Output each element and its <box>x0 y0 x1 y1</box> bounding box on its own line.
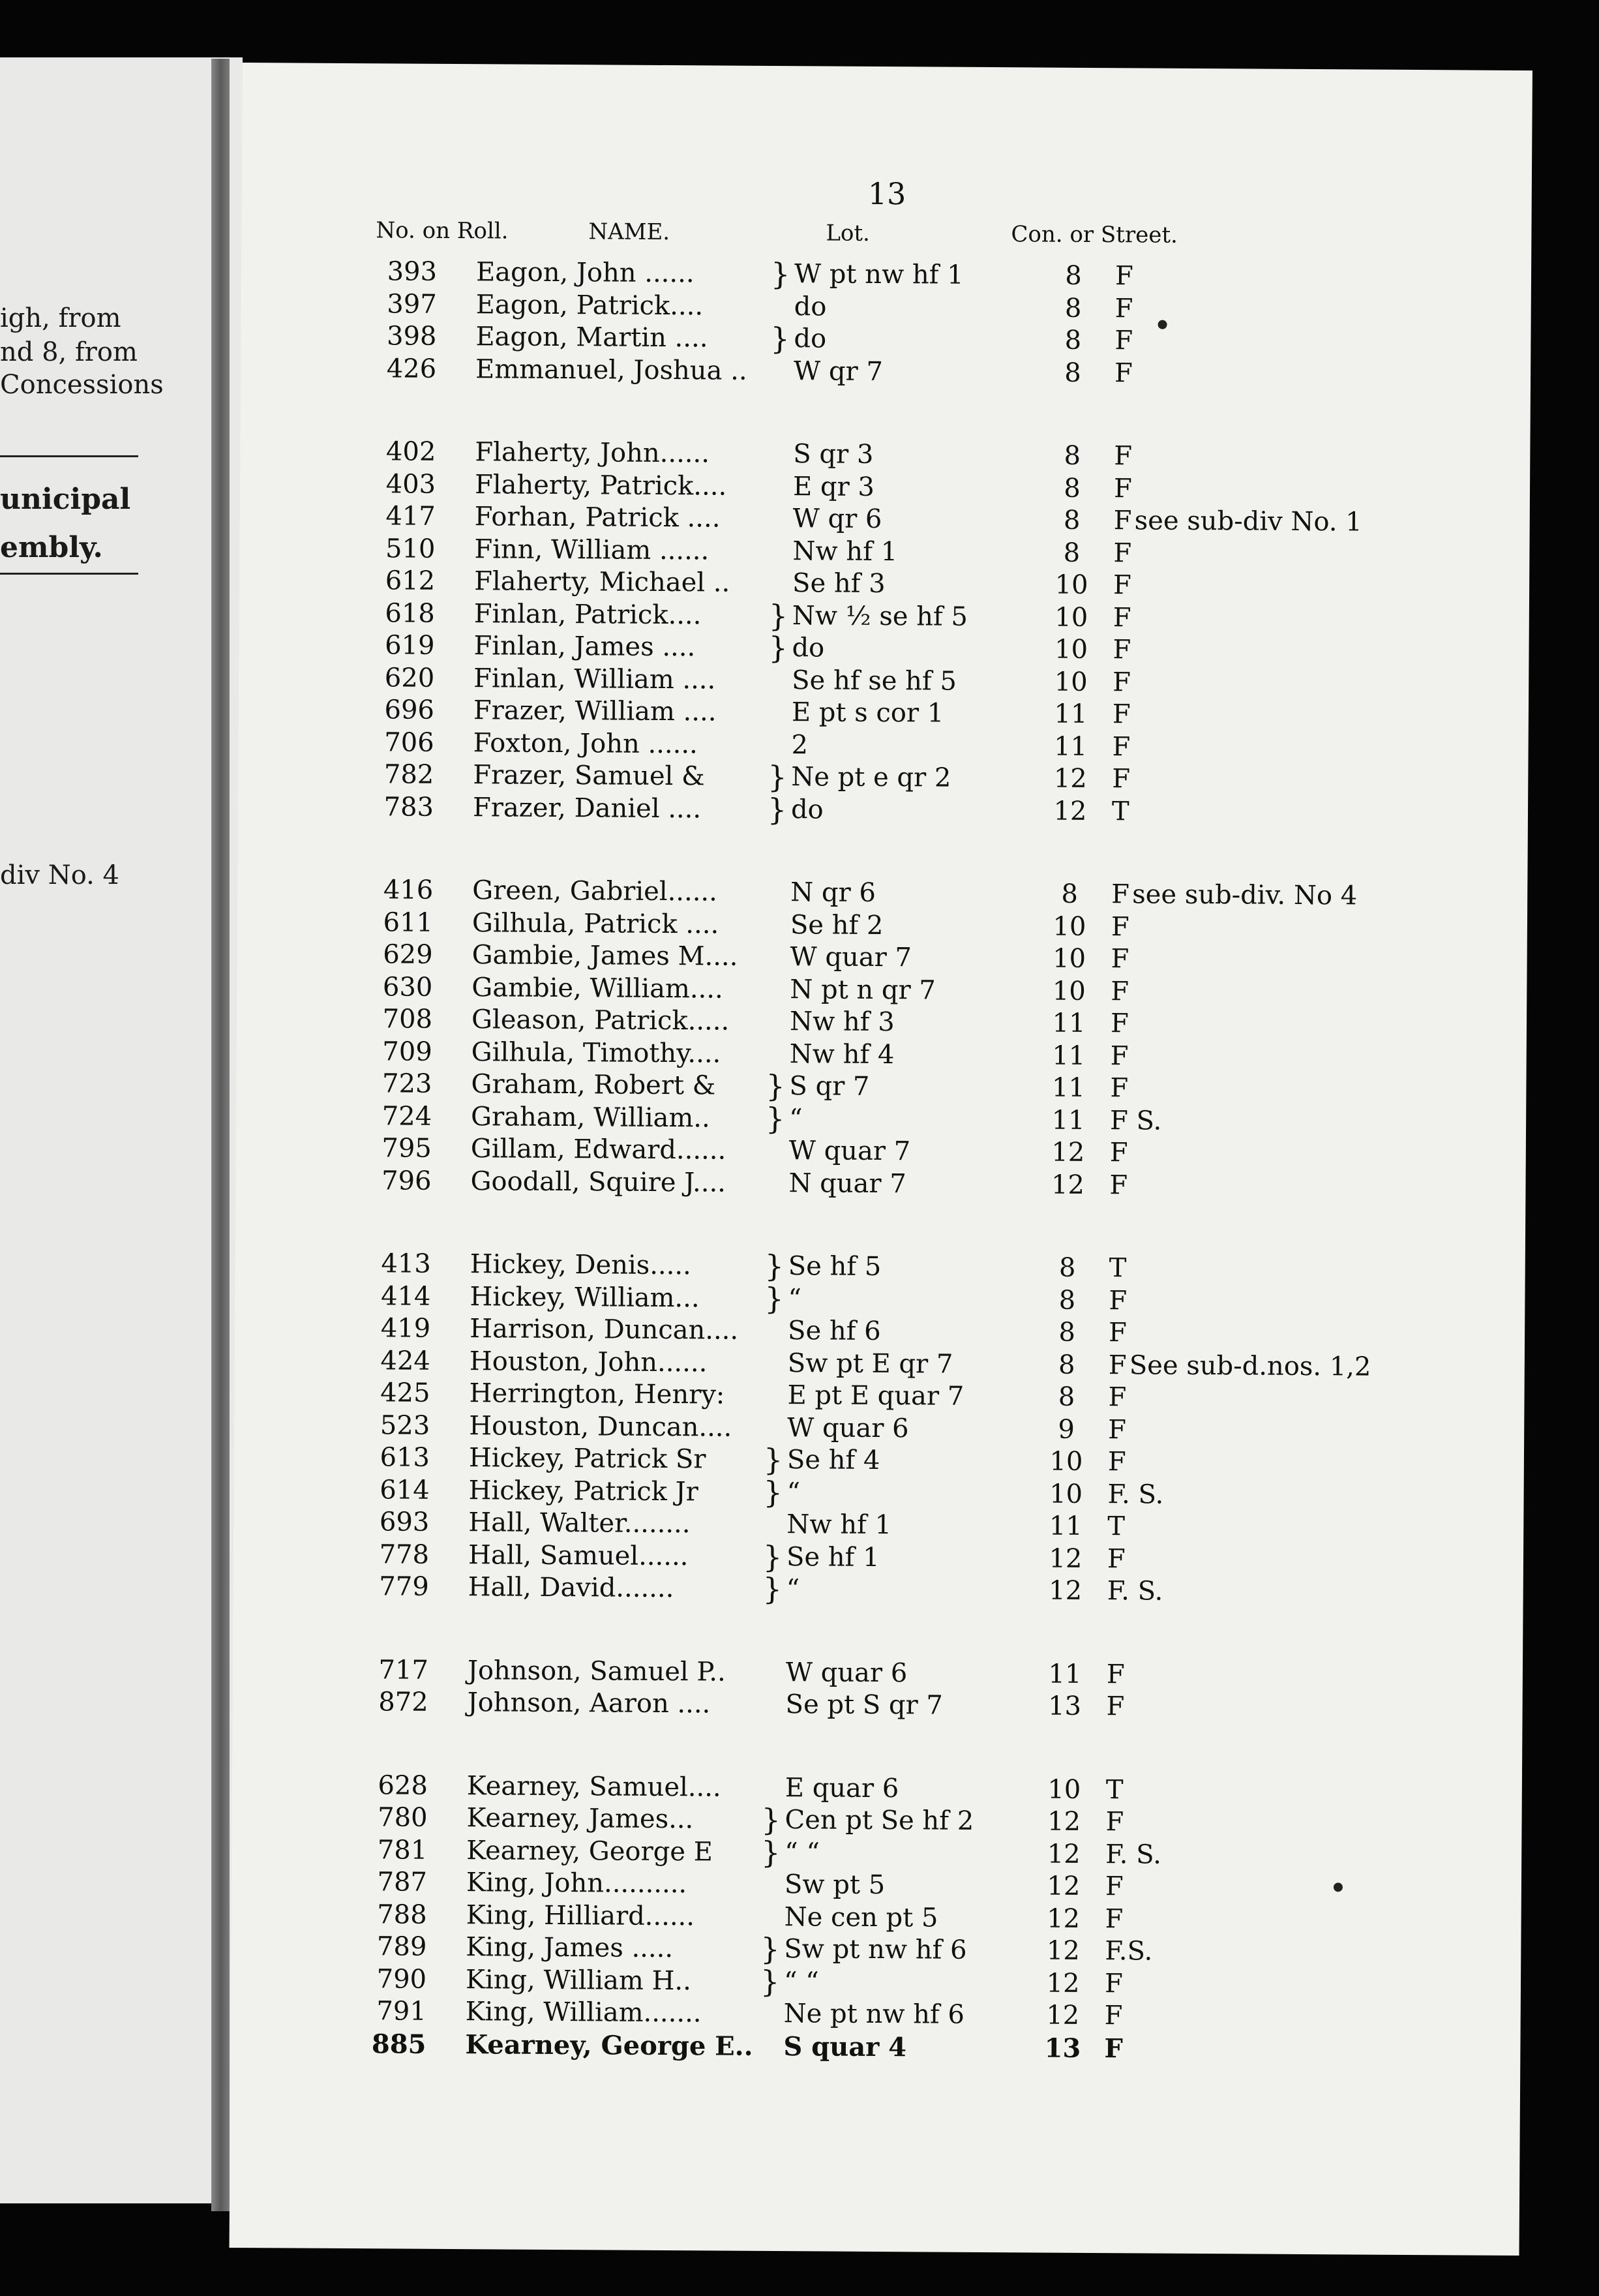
street-cell: T <box>1105 1775 1124 1805</box>
roll-number: 782 <box>383 759 434 790</box>
left-fragment: div No. 4 <box>0 860 119 890</box>
lot-cell: Se pt S qr 7 <box>785 1689 943 1721</box>
lot-cell: 2 <box>791 730 809 761</box>
concession-cell: 12 <box>1047 1839 1081 1869</box>
concession-cell: 8 <box>1064 473 1081 504</box>
adjacent-page <box>0 57 243 2203</box>
street-cell: F <box>1106 1691 1125 1722</box>
roll-number: 791 <box>376 1996 426 2027</box>
brace-mark: } <box>764 1248 785 1284</box>
name-cell: Hickey, Patrick Sr <box>468 1443 706 1475</box>
name-cell: Finlan, Patrick.... <box>473 599 702 631</box>
name-cell: Hickey, William... <box>470 1282 700 1314</box>
roll-number: 781 <box>377 1835 428 1865</box>
name-cell: Frazer, Daniel .... <box>472 793 702 824</box>
street-cell: F <box>1112 699 1131 730</box>
lot-cell: Ne cen pt 5 <box>784 1902 938 1933</box>
roll-number: 619 <box>385 630 435 661</box>
roll-number: 419 <box>380 1313 431 1344</box>
roll-number: 398 <box>386 321 437 352</box>
street-cell: F <box>1108 1318 1128 1348</box>
street-cell: T <box>1109 1253 1127 1284</box>
lot-cell: Sw pt nw hf 6 <box>784 1934 967 1965</box>
street-cell: F <box>1113 538 1132 569</box>
lot-cell: Se hf 4 <box>786 1445 880 1476</box>
left-fragment: Concessions <box>0 370 164 400</box>
name-cell: King, James ..... <box>466 1932 674 1964</box>
roll-number: 628 <box>378 1770 428 1801</box>
roll-number: 414 <box>380 1281 431 1312</box>
concession-cell: 8 <box>1064 440 1081 471</box>
name-cell: Hickey, Patrick Jr <box>468 1475 698 1507</box>
table-row <box>230 2028 1520 2067</box>
street-cell: F <box>1111 976 1129 1007</box>
roll-number: 724 <box>381 1101 432 1132</box>
street-cell: F <box>1113 506 1132 536</box>
concession-cell: 11 <box>1054 699 1088 729</box>
street-cell: F <box>1107 1447 1126 1477</box>
brace-mark: } <box>768 629 788 666</box>
lot-cell: S qr 3 <box>793 439 874 470</box>
lot-cell: Nw hf 1 <box>786 1509 892 1541</box>
concession-cell: 12 <box>1047 1903 1081 1934</box>
lot-cell: Se hf 2 <box>790 910 884 941</box>
name-cell: Johnson, Aaron .... <box>467 1687 711 1719</box>
header-lot: Lot. <box>826 220 871 247</box>
name-cell: King, William....... <box>465 1997 702 2029</box>
brace-mark: } <box>767 791 787 828</box>
lot-cell: Se hf 3 <box>792 568 886 599</box>
brace-mark: } <box>762 1571 783 1607</box>
name-cell: King, John.......... <box>466 1867 687 1899</box>
name-cell: Hickey, Denis..... <box>470 1249 691 1281</box>
roll-number: 796 <box>381 1166 432 1196</box>
name-cell: Graham, Robert & <box>471 1069 716 1101</box>
brace-mark: } <box>760 1931 780 1967</box>
roll-number: 403 <box>385 469 436 500</box>
lot-cell: “ “ <box>785 1837 820 1868</box>
lot-cell: Cen pt Se hf 2 <box>785 1805 974 1836</box>
concession-cell: 11 <box>1049 1511 1083 1541</box>
concession-cell: 12 <box>1046 1968 1080 1999</box>
lot-cell: do <box>790 794 824 825</box>
ink-speck <box>1334 1882 1343 1892</box>
name-cell: Kearney, George E.. <box>465 2029 753 2062</box>
brace-mark: } <box>766 1068 785 1104</box>
street-cell: F <box>1105 1807 1124 1837</box>
street-cell: F. S. <box>1107 1576 1163 1607</box>
street-cell: F S. <box>1109 1106 1162 1136</box>
left-fragment: nd 8, from <box>0 337 138 367</box>
street-cell: F <box>1108 1350 1127 1381</box>
brace-mark: } <box>770 256 790 292</box>
lot-cell: E pt E quar 7 <box>787 1380 964 1412</box>
lot-cell: E pt s cor 1 <box>791 697 944 729</box>
note-cell: See sub-d.nos. 1,2 <box>1129 1350 1371 1382</box>
left-rule <box>0 455 138 457</box>
lot-cell: W pt nw hf 1 <box>794 259 964 290</box>
left-heading: unicipal <box>0 483 131 516</box>
concession-cell: 8 <box>1064 293 1082 324</box>
concession-cell: 12 <box>1049 1543 1083 1574</box>
street-cell: F <box>1110 1008 1129 1039</box>
roll-number: 872 <box>378 1687 428 1717</box>
name-cell: Kearney, George E <box>466 1835 713 1867</box>
concession-cell: 12 <box>1046 2000 1080 2031</box>
brace-mark: } <box>764 1280 784 1317</box>
street-cell: F <box>1114 294 1133 324</box>
lot-cell: “ <box>788 1104 803 1134</box>
brace-mark: } <box>761 1834 781 1871</box>
street-cell: F <box>1113 603 1131 633</box>
concession-cell: 8 <box>1058 1285 1076 1316</box>
concession-cell: 11 <box>1048 1659 1082 1689</box>
lot-cell: Ne pt nw hf 6 <box>783 1999 965 2030</box>
brace-mark: } <box>765 1100 785 1137</box>
roll-number: 778 <box>379 1539 430 1570</box>
lot-cell: W quar 7 <box>790 942 912 973</box>
name-cell: Harrison, Duncan.... <box>470 1314 739 1346</box>
table-row <box>235 1165 1525 1204</box>
concession-cell: 11 <box>1051 1072 1086 1103</box>
street-cell: F <box>1114 261 1133 292</box>
name-cell: Eagon, Patrick.... <box>475 290 704 322</box>
street-cell: F <box>1109 1286 1128 1316</box>
lot-cell: Se hf 6 <box>787 1316 881 1347</box>
concession-cell: 11 <box>1054 731 1088 762</box>
street-cell: F <box>1106 1659 1125 1690</box>
lot-cell: W quar 7 <box>788 1136 911 1167</box>
lot-cell: Nw ½ se hf 5 <box>792 601 968 632</box>
street-cell: F <box>1111 912 1129 943</box>
concession-cell: 12 <box>1051 1170 1085 1200</box>
street-cell: F <box>1105 1904 1124 1935</box>
brace-mark: } <box>761 1802 781 1838</box>
concession-cell: 12 <box>1047 1871 1081 1901</box>
street-cell: F <box>1110 1041 1129 1072</box>
concession-cell: 10 <box>1047 1774 1081 1805</box>
street-cell: F <box>1104 2001 1123 2031</box>
concession-cell: 8 <box>1063 537 1081 568</box>
brace-mark: } <box>768 759 787 795</box>
left-rule <box>0 573 138 575</box>
roll-number: 416 <box>383 875 434 905</box>
lot-cell: E qr 3 <box>792 472 874 502</box>
roll-number: 788 <box>377 1899 427 1930</box>
note-cell: see sub-div. No 4 <box>1132 879 1358 911</box>
name-cell: Frazer, William .... <box>473 695 717 727</box>
brace-mark: } <box>768 597 788 634</box>
name-cell: Emmanuel, Joshua .. <box>475 354 747 386</box>
name-cell: Kearney, Samuel.... <box>466 1771 721 1803</box>
concession-cell: 12 <box>1047 1806 1081 1837</box>
name-cell: Houston, Duncan.... <box>469 1411 732 1443</box>
brace-mark: } <box>762 1539 783 1575</box>
concession-cell: 12 <box>1053 796 1087 826</box>
roll-number: 706 <box>384 727 434 758</box>
name-cell: Foxton, John ...... <box>473 728 698 760</box>
name-cell: Hall, Samuel...... <box>468 1540 689 1572</box>
lot-cell: “ “ <box>783 1967 819 1997</box>
name-cell: Herrington, Henry: <box>469 1378 725 1410</box>
concession-cell: 12 <box>1049 1575 1083 1606</box>
lot-cell: Se hf 5 <box>788 1251 882 1282</box>
name-cell: Finn, William ...... <box>474 534 710 566</box>
roll-number: 696 <box>384 695 435 725</box>
name-cell: Flaherty, John...... <box>475 437 710 469</box>
street-cell: F <box>1114 441 1133 472</box>
lot-cell: “ <box>786 1477 801 1508</box>
street-cell: F <box>1107 1544 1126 1575</box>
roll-number: 795 <box>381 1133 432 1164</box>
name-cell: Green, Gabriel...... <box>472 875 718 907</box>
name-cell: Johnson, Samuel P.. <box>467 1655 726 1687</box>
concession-cell: 10 <box>1049 1446 1083 1477</box>
concession-cell: 13 <box>1044 2032 1081 2064</box>
lot-cell: Se hf se hf 5 <box>792 665 957 697</box>
street-cell: F <box>1104 2033 1123 2064</box>
lot-cell: Ne pt e qr 2 <box>791 762 951 793</box>
left-heading: embly. <box>0 531 103 564</box>
name-cell: Gilhula, Patrick .... <box>471 908 719 940</box>
roll-number: 629 <box>383 939 433 970</box>
roll-number: 397 <box>387 289 437 320</box>
concession-cell: 11 <box>1051 1105 1085 1136</box>
lot-cell: do <box>794 324 827 354</box>
lot-cell: W quar 6 <box>787 1413 909 1444</box>
note-cell: see sub-div No. 1 <box>1134 506 1362 537</box>
main-page <box>230 63 1532 2256</box>
name-cell: Gilhula, Timothy.... <box>471 1037 721 1069</box>
roll-number: 425 <box>380 1378 430 1408</box>
lot-cell: Nw hf 1 <box>792 536 898 567</box>
concession-cell: 10 <box>1052 976 1086 1006</box>
name-cell: King, William H.. <box>465 1965 692 1997</box>
table-row <box>241 353 1531 392</box>
lot-cell: do <box>794 292 827 322</box>
roll-number: 693 <box>379 1507 430 1537</box>
roll-number: 709 <box>382 1036 432 1067</box>
lot-cell: N quar 7 <box>788 1168 906 1200</box>
roll-number: 620 <box>384 663 435 693</box>
street-cell: F <box>1111 944 1129 974</box>
roll-number: 611 <box>383 907 434 938</box>
street-cell: F <box>1110 1073 1129 1104</box>
roll-number: 708 <box>382 1004 433 1035</box>
lot-cell: W qr 6 <box>792 504 882 535</box>
concession-cell: 12 <box>1046 1935 1080 1966</box>
name-cell: Forhan, Patrick .... <box>474 502 721 534</box>
street-cell: F. S. <box>1105 1839 1162 1870</box>
name-cell: Kearney, James... <box>466 1803 694 1835</box>
left-fragment: igh, from <box>0 303 121 333</box>
roll-number: 723 <box>381 1068 432 1099</box>
name-cell: Graham, William.. <box>470 1102 710 1134</box>
roll-number: 614 <box>380 1475 430 1505</box>
name-cell: Houston, John...... <box>469 1346 708 1378</box>
concession-cell: 13 <box>1048 1691 1082 1721</box>
street-cell: F <box>1114 358 1133 389</box>
lot-cell: Nw hf 3 <box>789 1006 895 1038</box>
concession-cell: 8 <box>1064 325 1082 355</box>
street-cell: F <box>1104 1969 1123 1999</box>
street-cell: F <box>1114 325 1133 356</box>
roll-number: 612 <box>385 566 436 596</box>
brace-mark: } <box>763 1442 783 1478</box>
roll-number: 779 <box>379 1571 429 1602</box>
name-cell: Finlan, James .... <box>473 631 696 663</box>
name-cell: Goodall, Squire J.... <box>470 1166 726 1198</box>
concession-cell: 9 <box>1058 1414 1075 1445</box>
brace-mark: } <box>760 1963 780 2000</box>
street-cell: F <box>1109 1170 1128 1201</box>
concession-cell: 10 <box>1053 943 1086 974</box>
concession-cell: 10 <box>1049 1479 1083 1509</box>
lot-cell: E quar 6 <box>785 1773 899 1804</box>
name-cell: Flaherty, Patrick.... <box>474 470 727 502</box>
street-cell: F <box>1108 1415 1127 1445</box>
concession-cell: 10 <box>1054 634 1088 665</box>
name-cell: Gambie, William.... <box>471 973 723 1004</box>
roll-number: 885 <box>371 2029 426 2060</box>
lot-cell: Sw pt 5 <box>784 1869 886 1901</box>
street-cell: F <box>1113 570 1132 601</box>
roll-number: 790 <box>376 1964 427 1995</box>
roll-number: 789 <box>376 1931 427 1962</box>
concession-cell: 8 <box>1058 1382 1075 1412</box>
lot-cell: N pt n qr 7 <box>790 974 936 1006</box>
roll-number: 417 <box>385 501 436 532</box>
street-cell: F <box>1112 764 1131 794</box>
street-cell: F <box>1113 474 1132 504</box>
roll-number: 402 <box>385 436 436 467</box>
lot-cell: S qr 7 <box>789 1071 870 1102</box>
lot-cell: Sw pt E qr 7 <box>787 1348 953 1380</box>
name-cell: Gleason, Patrick..... <box>471 1004 730 1036</box>
name-cell: Eagon, John ...... <box>475 257 695 289</box>
street-cell: F. S. <box>1107 1479 1164 1510</box>
lot-cell: “ <box>786 1574 800 1605</box>
roll-number: 783 <box>383 792 434 823</box>
header-con-street: Con. or Street. <box>1011 221 1178 249</box>
concession-cell: 8 <box>1064 357 1081 388</box>
lot-cell: Se hf 1 <box>786 1542 880 1573</box>
lot-cell: do <box>792 633 825 663</box>
street-cell: F <box>1112 732 1131 763</box>
brace-mark: } <box>770 320 790 357</box>
street-cell: T <box>1107 1511 1126 1542</box>
brace-mark: } <box>763 1474 783 1511</box>
name-cell: Hall, Walter........ <box>468 1507 691 1539</box>
page-gutter <box>211 59 230 2211</box>
concession-cell: 10 <box>1054 667 1088 697</box>
concession-cell: 10 <box>1053 911 1086 942</box>
lot-cell: S quar 4 <box>783 2031 907 2063</box>
roll-number: 523 <box>380 1410 430 1441</box>
street-cell: F <box>1108 1382 1127 1413</box>
name-cell: Flaherty, Michael .. <box>474 566 730 598</box>
concession-cell: 8 <box>1058 1350 1075 1380</box>
lot-cell: N qr 6 <box>790 877 876 908</box>
name-cell: Gambie, James M.... <box>471 940 738 972</box>
name-cell: Frazer, Samuel & <box>473 760 705 792</box>
concession-cell: 11 <box>1052 1008 1086 1038</box>
roll-number: 717 <box>378 1655 429 1685</box>
roll-number: 424 <box>380 1346 430 1376</box>
name-cell: Finlan, William .... <box>473 663 716 695</box>
concession-cell: 11 <box>1052 1040 1086 1071</box>
concession-cell: 12 <box>1053 763 1087 794</box>
roll-number: 618 <box>385 598 435 629</box>
name-cell: Gillam, Edward...... <box>470 1134 726 1166</box>
name-cell: Eagon, Martin .... <box>475 322 708 354</box>
street-cell: F <box>1109 1138 1128 1168</box>
concession-cell: 8 <box>1058 1252 1076 1283</box>
street-cell: F <box>1105 1871 1124 1902</box>
ink-speck <box>1158 320 1167 329</box>
name-cell: Hall, David....... <box>468 1572 674 1604</box>
roll-number: 780 <box>378 1802 428 1833</box>
name-cell: King, Hilliard...... <box>466 1900 695 1932</box>
street-cell: F <box>1113 667 1131 698</box>
street-cell: F.S. <box>1105 1936 1153 1967</box>
roll-number: 787 <box>377 1867 428 1897</box>
concession-cell: 10 <box>1054 569 1088 600</box>
concession-cell: 8 <box>1063 505 1081 536</box>
roll-number: 613 <box>380 1442 430 1473</box>
concession-cell: 8 <box>1061 879 1079 909</box>
roll-number: 426 <box>386 354 437 384</box>
header-name: NAME. <box>588 219 670 246</box>
roll-number: 413 <box>381 1248 431 1279</box>
page-number: 13 <box>867 175 906 212</box>
concession-cell: 8 <box>1065 260 1082 291</box>
lot-cell: W quar 6 <box>785 1657 908 1689</box>
concession-cell: 10 <box>1054 602 1088 633</box>
street-cell: T <box>1111 796 1129 827</box>
street-cell: F <box>1113 635 1131 665</box>
lot-cell: Nw hf 4 <box>789 1039 895 1070</box>
header-no-on-roll: No. on Roll. <box>376 217 509 245</box>
table-row <box>238 791 1528 830</box>
roll-number: 393 <box>387 256 438 287</box>
lot-cell: W qr 7 <box>793 356 883 387</box>
street-cell: F <box>1111 879 1130 910</box>
roll-number: 510 <box>385 534 436 564</box>
roll-number: 630 <box>382 972 433 1003</box>
concession-cell: 12 <box>1051 1137 1085 1168</box>
lot-cell: “ <box>788 1284 802 1314</box>
concession-cell: 8 <box>1058 1317 1075 1348</box>
